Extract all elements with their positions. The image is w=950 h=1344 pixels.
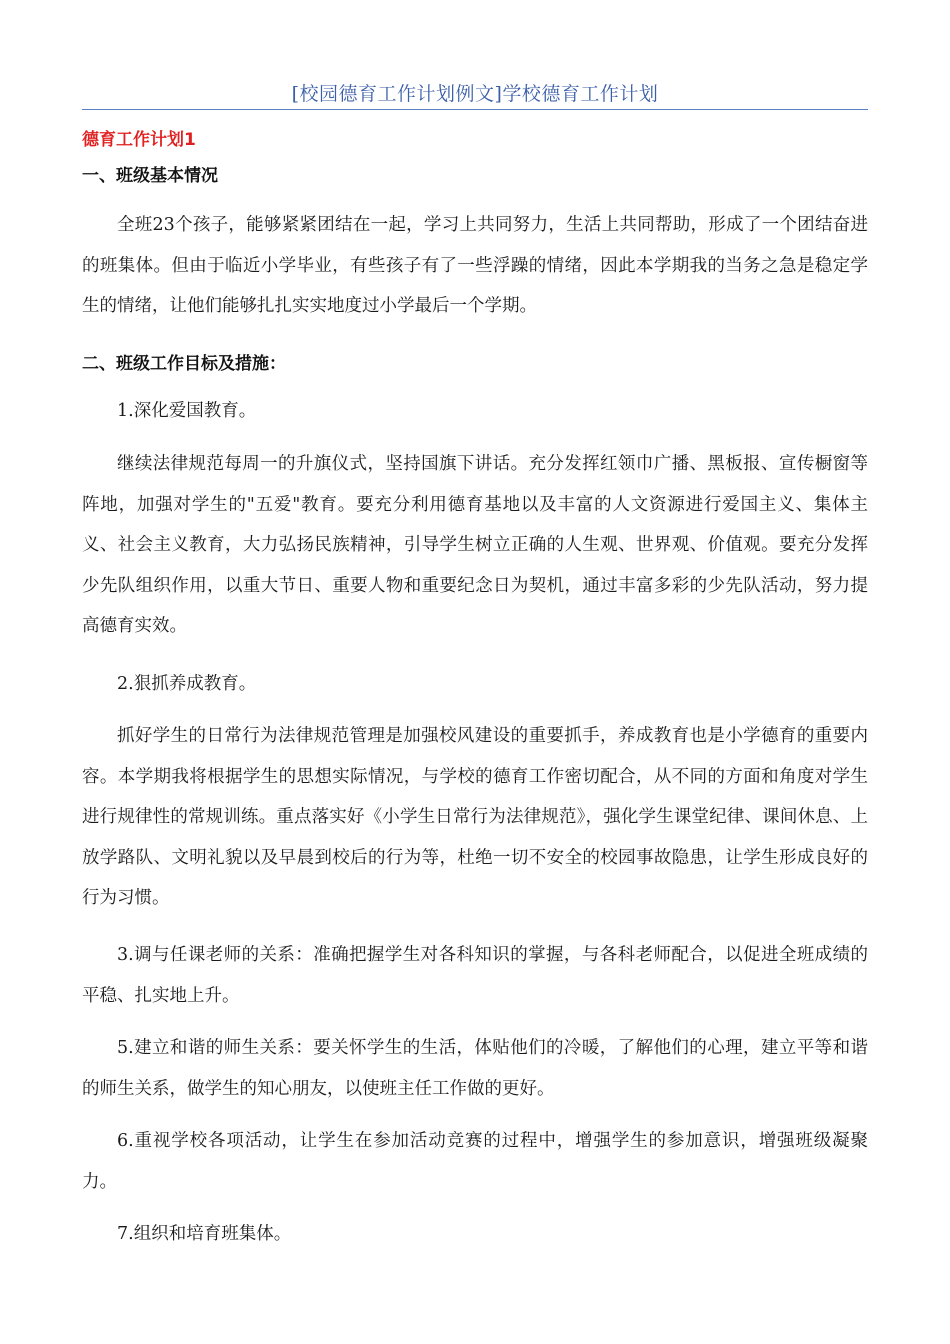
- item-teacher-coordination: 3.调与任课老师的关系：准确把握学生对各科知识的掌握，与各科老师配合，以促进全班成绩的平稳、扎实地上升。: [82, 945, 868, 1006]
- document-header-title: [校园德育工作计划例文]学校德育工作计划: [291, 83, 659, 105]
- paragraph-basic-situation: 全班23个孩子，能够紧紧团结在一起，学习上共同努力，生活上共同帮助，形成了一个团结奋进的班集体。但由于临近小学毕业，有些孩子有了一些浮躁的情绪，因此本学期我的当务之急是稳定学生的情绪，让他们能够扎扎实实地度过小学最后一个学期。: [82, 215, 868, 316]
- plan-title: 德育工作计划1: [82, 130, 196, 150]
- item-teacher-student-relations: 5.建立和谐的师生关系：要关怀学生的生活，体贴他们的冷暖，了解他们的心理，建立平等和谐的师生关系，做学生的知心朋友，以使班主任工作做的更好。: [82, 1038, 868, 1099]
- item-class-collective: 7.组织和培育班集体。: [117, 1224, 292, 1244]
- item-patriotic-education: 1.深化爱国教育。: [117, 401, 257, 421]
- paragraph-habit-education: 抓好学生的日常行为法律规范管理是加强校风建设的重要抓手，养成教育也是小学德育的重要内容。本学期我将根据学生的思想实际情况，与学校的德育工作密切配合，从不同的方面和角度对学生进行规律性的常规训练。重点落实好《小学生日常行为法律规范》，强化学生课堂纪律、课间休息、上放学路队、文明礼貌以及早晨到校后的行为等，杜绝一切不安全的校园事故隐患，让学生形成良好的行为习惯。: [82, 726, 868, 908]
- section-heading-basic-situation: 一、班级基本情况: [82, 166, 218, 186]
- header-divider: [82, 109, 868, 110]
- paragraph-patriotic-education: 继续法律规范每周一的升旗仪式，坚持国旗下讲话。充分发挥红领巾广播、黑板报、宣传橱窗等阵地，加强对学生的"五爱"教育。要充分利用德育基地以及丰富的人文资源进行爱国主义、集体主义、社会主义教育，大力弘扬民族精神，引导学生树立正确的人生观、世界观、价值观。要充分发挥少先队组织作用，以重大节日、重要人物和重要纪念日为契机，通过丰富多彩的少先队活动，努力提高德育实效。: [82, 454, 868, 636]
- item-habit-education: 2.狠抓养成教育。: [117, 674, 257, 694]
- item-school-activities: 6.重视学校各项活动，让学生在参加活动竞赛的过程中，增强学生的参加意识，增强班级凝聚力。: [82, 1131, 868, 1192]
- section-heading-goals-measures: 二、班级工作目标及措施：: [82, 354, 286, 374]
